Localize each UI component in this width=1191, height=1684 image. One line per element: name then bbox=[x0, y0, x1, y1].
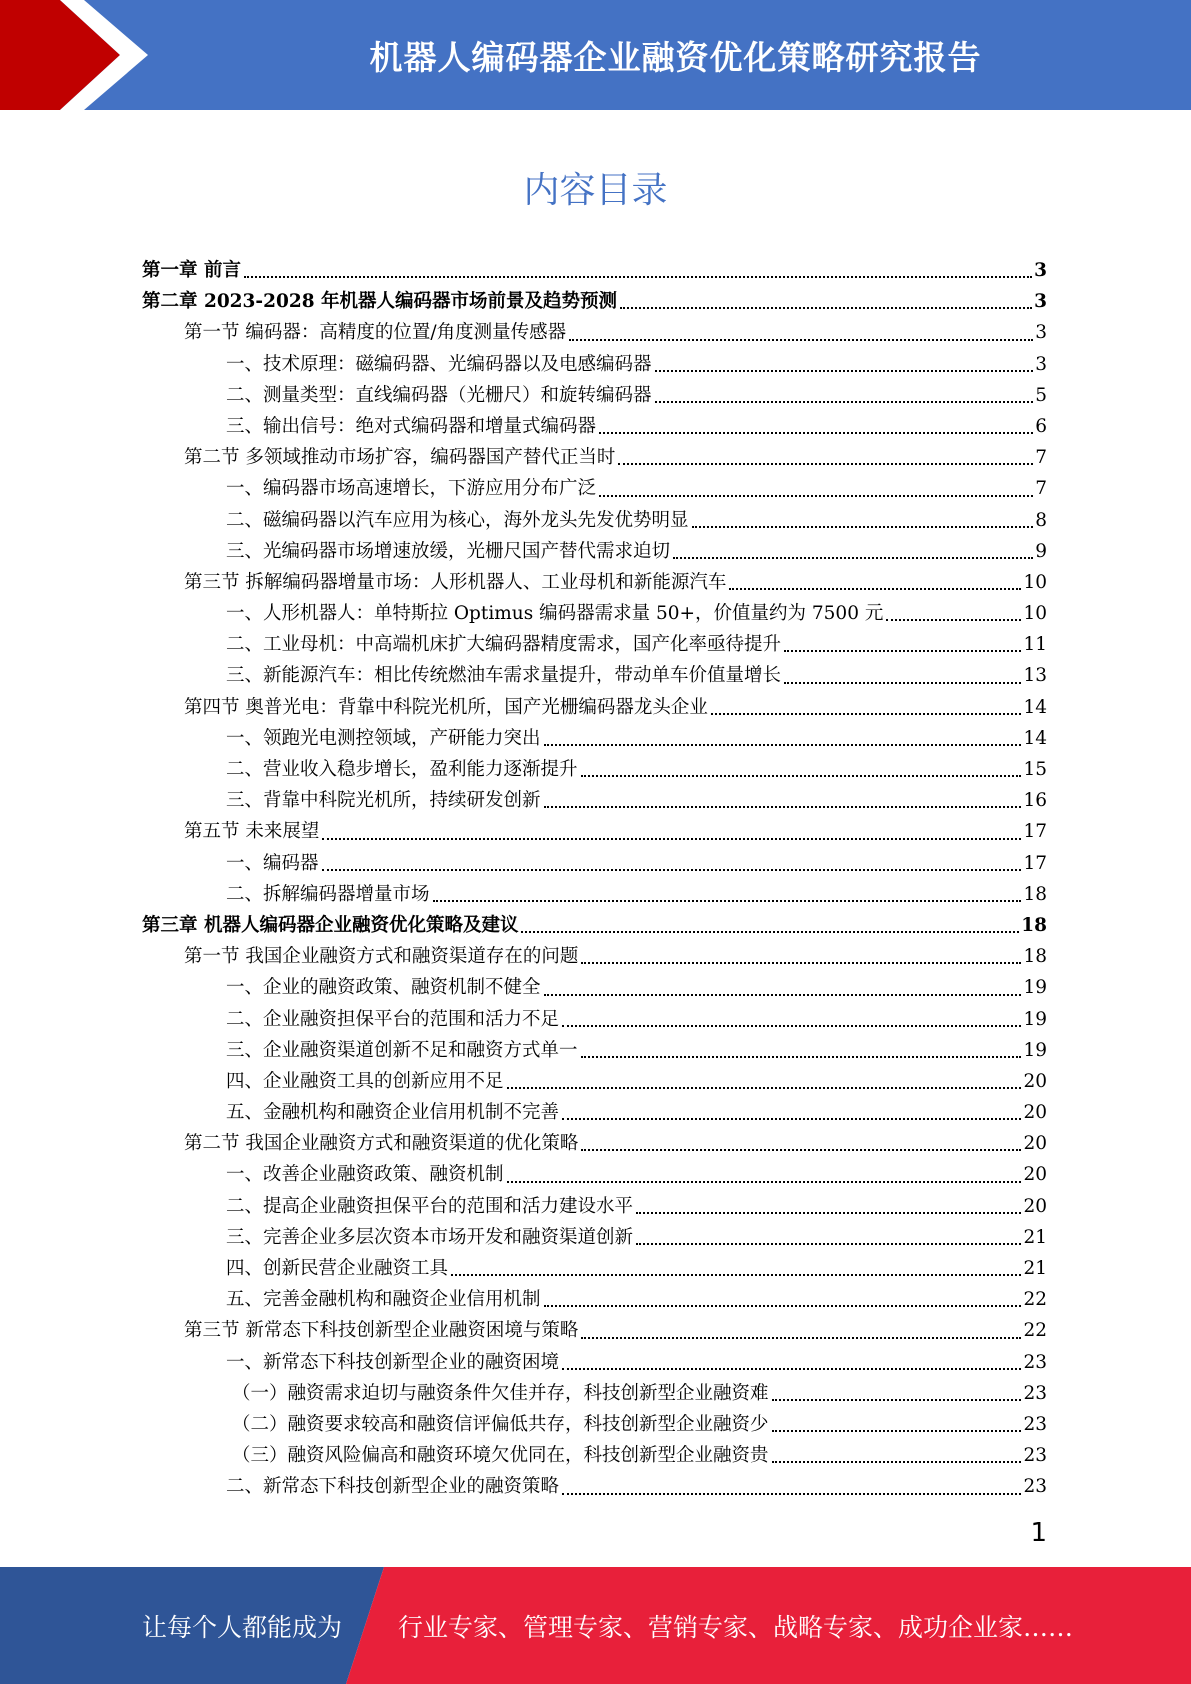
toc-entry-page: 23 bbox=[1023, 1382, 1047, 1404]
toc-dot-leader bbox=[544, 994, 1022, 996]
toc-entry-page: 22 bbox=[1023, 1289, 1047, 1311]
toc-entry-title: 第一节 我国企业融资方式和融资渠道存在的问题 bbox=[184, 946, 579, 968]
toc-dot-leader bbox=[322, 838, 1021, 840]
toc-entry-page: 21 bbox=[1023, 1258, 1047, 1279]
table-of-contents bbox=[142, 255, 1047, 1503]
toc-entry-title: 二、提高企业融资担保平台的范围和活力建设水平 bbox=[226, 1195, 634, 1217]
toc-entry-page: 10 bbox=[1023, 571, 1047, 593]
toc-entry[interactable] bbox=[142, 1347, 1047, 1378]
toc-entry-page: 3 bbox=[1034, 291, 1047, 313]
toc-dot-leader bbox=[569, 339, 1033, 341]
toc-entry[interactable] bbox=[142, 317, 1047, 348]
toc-entry-title: 第三节 新常态下科技创新型企业融资困境与策略 bbox=[184, 1320, 579, 1342]
toc-entry-page: 17 bbox=[1023, 852, 1047, 874]
toc-entry-title: 二、工业母机：中高端机床扩大编码器精度需求，国产化率亟待提升 bbox=[226, 634, 782, 656]
toc-dot-leader bbox=[784, 650, 1021, 652]
toc-dot-leader bbox=[692, 526, 1034, 528]
toc-entry[interactable] bbox=[142, 1159, 1047, 1190]
toc-entry[interactable] bbox=[142, 1222, 1047, 1253]
toc-entry-title: 第二节 多领域推动市场扩容，编码器国产替代正当时 bbox=[184, 447, 616, 469]
toc-entry-title: 五、金融机构和融资企业信用机制不完善 bbox=[226, 1102, 560, 1124]
toc-dot-leader bbox=[581, 1149, 1021, 1151]
toc-dot-leader bbox=[620, 307, 1032, 309]
toc-entry[interactable] bbox=[142, 1035, 1047, 1066]
toc-dot-leader bbox=[711, 713, 1022, 715]
toc-dot-leader bbox=[581, 775, 1022, 777]
toc-entry[interactable] bbox=[142, 1191, 1047, 1222]
toc-entry-page: 5 bbox=[1035, 384, 1047, 406]
toc-dot-leader bbox=[636, 1212, 1021, 1214]
page-number: 1 bbox=[1030, 1518, 1047, 1548]
toc-dot-leader bbox=[451, 1274, 1021, 1276]
toc-entry-page: 19 bbox=[1023, 1008, 1047, 1030]
toc-entry-page: 23 bbox=[1023, 1351, 1047, 1373]
toc-dot-leader bbox=[772, 1461, 1022, 1463]
toc-entry[interactable] bbox=[142, 754, 1047, 785]
toc-entry[interactable] bbox=[142, 567, 1047, 598]
toc-entry-page: 21 bbox=[1023, 1226, 1047, 1248]
toc-entry-title: 二、测量类型：直线编码器（光栅尺）和旋转编码器 bbox=[226, 384, 652, 406]
toc-dot-leader bbox=[636, 1243, 1021, 1245]
toc-entry-title: 一、技术原理：磁编码器、光编码器以及电感编码器 bbox=[226, 353, 652, 375]
toc-entry-page: 7 bbox=[1035, 447, 1047, 469]
toc-dot-leader bbox=[562, 1025, 1021, 1027]
toc-dot-leader bbox=[581, 1337, 1021, 1339]
toc-dot-leader bbox=[581, 962, 1021, 964]
toc-dot-leader bbox=[562, 1368, 1021, 1370]
footer-slogan-right: 行业专家、管理专家、营销专家、战略专家、成功企业家…… bbox=[398, 1612, 1074, 1642]
toc-entry-page: 22 bbox=[1023, 1320, 1047, 1342]
toc-dot-leader bbox=[886, 619, 1021, 621]
toc-entry-page: 11 bbox=[1023, 634, 1047, 656]
toc-entry-title: 五、完善金融机构和融资企业信用机制 bbox=[226, 1289, 541, 1311]
toc-dot-leader bbox=[507, 1181, 1022, 1183]
toc-entry-page: 20 bbox=[1023, 1164, 1047, 1186]
toc-entry-page: 23 bbox=[1023, 1445, 1047, 1467]
toc-entry-page: 16 bbox=[1023, 790, 1047, 812]
toc-entry[interactable] bbox=[142, 255, 1047, 286]
toc-entry-title: 一、领跑光电测控领域，产研能力突出 bbox=[226, 727, 541, 749]
toc-entry[interactable] bbox=[142, 629, 1047, 660]
toc-entry[interactable] bbox=[142, 1128, 1047, 1159]
toc-entry[interactable] bbox=[142, 723, 1047, 754]
toc-entry-page: 23 bbox=[1023, 1413, 1047, 1435]
toc-entry-title: 三、背靠中科院光机所，持续研发创新 bbox=[226, 790, 541, 812]
toc-entry-page: 17 bbox=[1023, 821, 1047, 843]
page-footer bbox=[0, 1567, 1191, 1684]
toc-entry[interactable] bbox=[142, 848, 1047, 879]
toc-entry[interactable] bbox=[142, 1409, 1047, 1440]
toc-entry-page: 3 bbox=[1035, 353, 1047, 375]
toc-entry-page: 8 bbox=[1035, 509, 1047, 531]
toc-dot-leader bbox=[581, 1056, 1022, 1058]
toc-entry-title: 三、光编码器市场增速放缓，光栅尺国产替代需求迫切 bbox=[226, 540, 671, 562]
toc-entry-page: 3 bbox=[1035, 322, 1047, 344]
toc-entry-title: 三、新能源汽车：相比传统燃油车需求量提升，带动单车价值量增长 bbox=[226, 665, 782, 687]
toc-entry[interactable] bbox=[142, 1471, 1047, 1502]
toc-dot-leader bbox=[562, 1118, 1021, 1120]
toc-entry[interactable] bbox=[142, 816, 1047, 847]
toc-entry-title: 第一章 前言 bbox=[142, 260, 241, 281]
toc-entry-page: 20 bbox=[1023, 1070, 1047, 1092]
toc-dot-leader bbox=[655, 370, 1034, 372]
toc-entry[interactable] bbox=[142, 1378, 1047, 1409]
toc-entry-page: 15 bbox=[1023, 759, 1047, 780]
toc-entry-title: 四、企业融资工具的创新应用不足 bbox=[226, 1070, 504, 1092]
toc-dot-leader bbox=[729, 588, 1021, 590]
footer-slogan-left: 让每个人都能成为 bbox=[142, 1612, 343, 1642]
page-header bbox=[0, 0, 1191, 110]
toc-entry[interactable] bbox=[142, 1253, 1047, 1284]
toc-entry-title: 一、人形机器人：单特斯拉 Optimus 编码器需求量 50+，价值量约为 7500 元 bbox=[226, 603, 884, 625]
toc-entry-page: 6 bbox=[1035, 415, 1047, 437]
toc-dot-leader bbox=[244, 276, 1032, 278]
toc-entry-title: 二、新常态下科技创新型企业的融资策略 bbox=[226, 1476, 560, 1498]
toc-entry-title: 一、编码器市场高速增长，下游应用分布广泛 bbox=[226, 478, 597, 500]
toc-dot-leader bbox=[544, 1305, 1022, 1307]
toc-entry-page: 13 bbox=[1023, 665, 1047, 687]
toc-entry[interactable] bbox=[142, 910, 1047, 941]
toc-entry-title: （三）融资风险偏高和融资环境欠优同在，科技创新型企业融资贵 bbox=[232, 1445, 769, 1467]
toc-entry-title: 第三章 机器人编码器企业融资优化策略及建议 bbox=[142, 914, 519, 936]
toc-entry-page: 20 bbox=[1023, 1195, 1047, 1217]
toc-entry-page: 20 bbox=[1023, 1102, 1047, 1124]
toc-entry[interactable] bbox=[142, 972, 1047, 1003]
toc-entry-title: 第一节 编码器：高精度的位置/角度测量传感器 bbox=[184, 322, 567, 344]
toc-entry-page: 9 bbox=[1035, 540, 1047, 562]
toc-entry-title: （一）融资需求迫切与融资条件欠佳并存，科技创新型企业融资难 bbox=[232, 1382, 769, 1404]
toc-entry[interactable] bbox=[142, 1315, 1047, 1346]
toc-entry-title: 四、创新民营企业融资工具 bbox=[226, 1258, 449, 1279]
toc-entry[interactable] bbox=[142, 349, 1047, 380]
toc-entry-title: （二）融资要求较高和融资信评偏低共存，科技创新型企业融资少 bbox=[232, 1413, 769, 1435]
toc-dot-leader bbox=[433, 900, 1022, 902]
toc-entry-page: 18 bbox=[1021, 914, 1047, 936]
toc-entry[interactable] bbox=[142, 879, 1047, 910]
toc-entry-page: 10 bbox=[1023, 603, 1047, 625]
toc-entry-title: 三、企业融资渠道创新不足和融资方式单一 bbox=[226, 1039, 578, 1061]
toc-entry[interactable] bbox=[142, 1440, 1047, 1471]
toc-entry-title: 第二章 2023-2028 年机器人编码器市场前景及趋势预测 bbox=[142, 291, 618, 313]
toc-entry-title: 一、企业的融资政策、融资机制不健全 bbox=[226, 977, 541, 999]
toc-entry[interactable] bbox=[142, 442, 1047, 473]
toc-entry-page: 18 bbox=[1023, 883, 1047, 905]
toc-entry-title: 三、完善企业多层次资本市场开发和融资渠道创新 bbox=[226, 1226, 634, 1248]
toc-entry[interactable] bbox=[142, 785, 1047, 816]
toc-entry[interactable] bbox=[142, 505, 1047, 536]
toc-entry-title: 第四节 奥普光电：背靠中科院光机所，国产光栅编码器龙头企业 bbox=[184, 696, 708, 718]
toc-entry-title: 二、企业融资担保平台的范围和活力不足 bbox=[226, 1008, 560, 1030]
toc-entry-page: 7 bbox=[1035, 478, 1047, 500]
toc-entry-page: 20 bbox=[1023, 1133, 1047, 1155]
toc-dot-leader bbox=[673, 557, 1033, 559]
toc-entry[interactable] bbox=[142, 473, 1047, 504]
toc-entry-title: 一、新常态下科技创新型企业的融资困境 bbox=[226, 1351, 560, 1373]
toc-entry-title: 一、改善企业融资政策、融资机制 bbox=[226, 1164, 504, 1186]
toc-dot-leader bbox=[544, 744, 1022, 746]
toc-entry-title: 二、拆解编码器增量市场 bbox=[226, 883, 430, 905]
toc-entry[interactable] bbox=[142, 941, 1047, 972]
toc-dot-leader bbox=[562, 1493, 1021, 1495]
toc-dot-leader bbox=[772, 1399, 1022, 1401]
toc-dot-leader bbox=[618, 463, 1033, 465]
toc-entry[interactable] bbox=[142, 598, 1047, 629]
toc-entry-page: 14 bbox=[1023, 727, 1047, 749]
toc-entry[interactable] bbox=[142, 692, 1047, 723]
toc-entry-title: 二、营业收入稳步增长，盈利能力逐渐提升 bbox=[226, 759, 578, 780]
toc-dot-leader bbox=[599, 432, 1033, 434]
toc-dot-leader bbox=[507, 1087, 1022, 1089]
toc-entry-page: 19 bbox=[1023, 1039, 1047, 1061]
toc-entry-page: 18 bbox=[1023, 946, 1047, 968]
toc-entry[interactable] bbox=[142, 536, 1047, 567]
toc-entry-title: 第三节 拆解编码器增量市场：人形机器人、工业母机和新能源汽车 bbox=[184, 571, 727, 593]
report-title: 机器人编码器企业融资优化策略研究报告 bbox=[369, 37, 982, 77]
toc-heading: 内容目录 bbox=[523, 170, 668, 211]
toc-entry-title: 三、输出信号：绝对式编码器和增量式编码器 bbox=[226, 415, 597, 437]
toc-entry-page: 23 bbox=[1023, 1476, 1047, 1498]
toc-entry-title: 第五节 未来展望 bbox=[184, 821, 320, 843]
toc-entry[interactable] bbox=[142, 1066, 1047, 1097]
toc-dot-leader bbox=[655, 401, 1034, 403]
toc-entry-title: 一、编码器 bbox=[226, 852, 319, 874]
toc-entry[interactable] bbox=[142, 411, 1047, 442]
toc-entry[interactable] bbox=[142, 380, 1047, 411]
toc-entry[interactable] bbox=[142, 1284, 1047, 1315]
toc-dot-leader bbox=[322, 869, 1022, 871]
toc-entry[interactable] bbox=[142, 660, 1047, 691]
toc-entry-page: 14 bbox=[1023, 696, 1047, 718]
toc-entry-page: 19 bbox=[1023, 977, 1047, 999]
toc-dot-leader bbox=[599, 495, 1033, 497]
toc-entry[interactable] bbox=[142, 1097, 1047, 1128]
toc-dot-leader bbox=[521, 931, 1019, 933]
toc-entry-title: 二、磁编码器以汽车应用为核心，海外龙头先发优势明显 bbox=[226, 509, 689, 531]
toc-dot-leader bbox=[784, 682, 1021, 684]
toc-entry[interactable] bbox=[142, 1004, 1047, 1035]
toc-entry-title: 第二节 我国企业融资方式和融资渠道的优化策略 bbox=[184, 1133, 579, 1155]
toc-dot-leader bbox=[544, 806, 1022, 808]
toc-dot-leader bbox=[772, 1430, 1022, 1432]
toc-entry[interactable] bbox=[142, 286, 1047, 317]
toc-entry-page: 3 bbox=[1034, 260, 1047, 281]
